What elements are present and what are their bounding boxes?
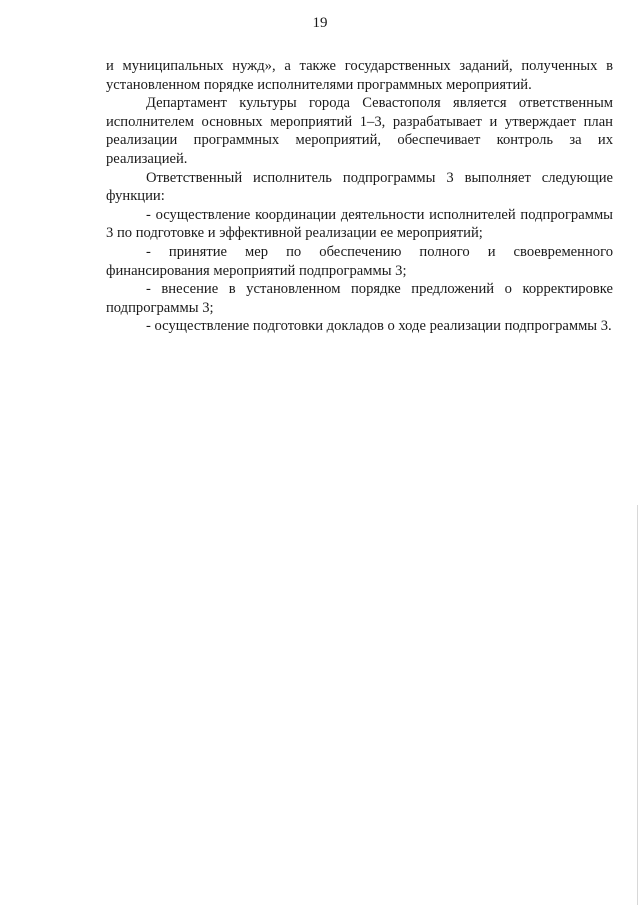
paragraph-continuation: и муниципальных нужд», а также государственных заданий, полученных в установленном порядке исполнителями программных мероприятий. xyxy=(106,58,613,93)
list-item-coordination: - осуществление координации деятельности исполнителей подпрограммы 3 по подготовке и эффективной реализации ее мероприятий; xyxy=(106,206,613,242)
list-item-financing: - принятие мер по обеспечению полного и своевременного финансирования мероприятий подпрограммы 3; xyxy=(106,243,613,279)
paragraph-functions-intro: Ответственный исполнитель подпрограммы 3 выполняет следующие функции: xyxy=(106,169,613,205)
list-item-proposals: - внесение в установленном порядке предложений о корректировке подпрограммы 3; xyxy=(106,281,613,316)
paragraph-department: Департамент культуры города Севастополя является ответственным исполнителем основных мероприятий 1–3, разрабатывает и утверждает план реализации программных мероприятий, обеспечивает контроль за их реализацией. xyxy=(106,95,613,167)
page-number: 19 xyxy=(312,15,328,31)
document-body xyxy=(106,57,613,336)
scan-edge-line xyxy=(637,505,638,905)
list-item-reports: - осуществление подготовки докладов о ходе реализации подпрограммы 3. xyxy=(146,318,612,335)
